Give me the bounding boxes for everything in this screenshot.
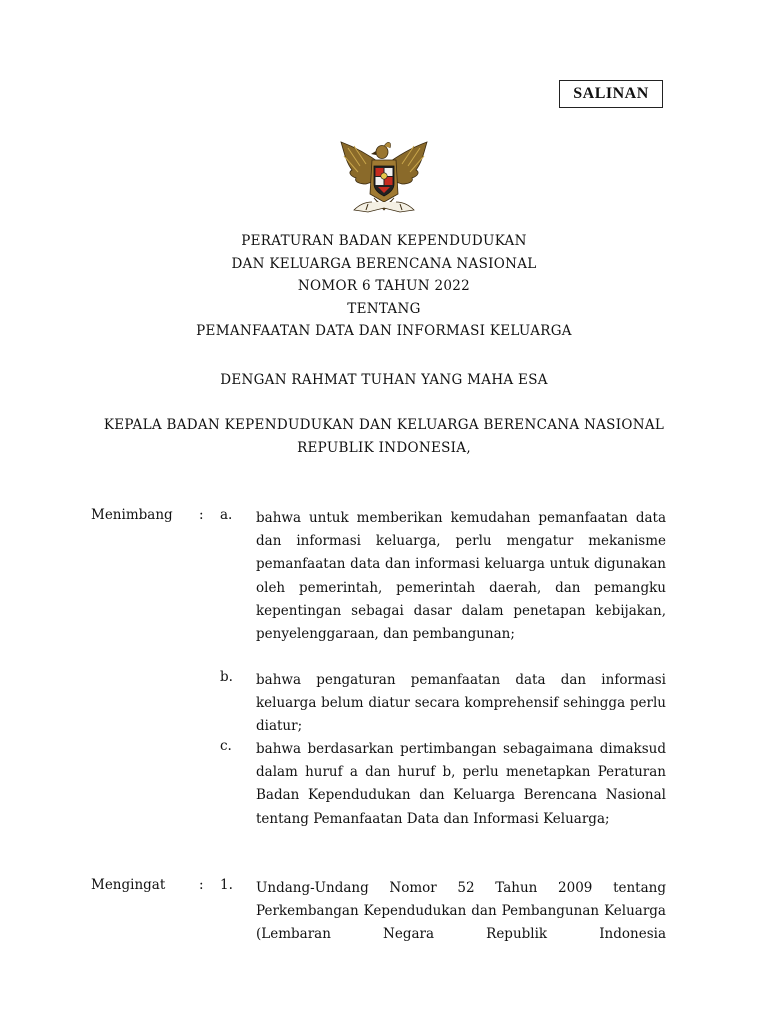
item-text-a: bahwa untuk memberikan kemudahan pemanfaatan data dan informasi keluarga, perlu mengatur mekanisme pemanfaatan data dan informasi keluarga untuk digunakan oleh pemerintah, pemerintah daerah, dan pemangku kepentingan sebagai dasar dalam penetapan kebijakan, penyelenggaraan, dan pembangunan; (256, 510, 666, 643)
menimbang-colon: : (199, 507, 204, 523)
salinan-stamp: SALINAN (559, 80, 663, 108)
mengingat-label: Mengingat (91, 877, 166, 893)
title-line-5: PEMANFAATAN DATA DAN INFORMASI KELUARGA (196, 323, 572, 340)
title-line-3: NOMOR 6 TAHUN 2022 (297, 278, 471, 295)
item-text-b: bahwa pengaturan pemanfaatan data dan informasi keluarga belum diatur secara komprehensif sehingga perlu diatur; (256, 672, 666, 735)
title-line-1: PERATURAN BADAN KEPENDUDUKAN (241, 233, 527, 249)
invocation-line: DENGAN RAHMAT TUHAN YANG MAHA ESA (220, 372, 548, 388)
item-text-c: bahwa berdasarkan pertimbangan sebagaimana dimaksud dalam huruf a dan huruf b, perlu menetapkan Peraturan Badan Kependudukan dan Keluarga Berencana Nasional tentang Pemanfaatan Data dan Informasi Keluarga; (256, 741, 666, 827)
title-line-2: DAN KELUARGA BERENCANA NASIONAL (231, 255, 537, 272)
title-line-4: TENTANG (347, 300, 421, 317)
item-mark-c: c. (220, 738, 232, 754)
official-line-2: REPUBLIK INDONESIA, (297, 439, 471, 456)
official-line-1: KEPALA BADAN KEPENDUDUKAN DAN KELUARGA BERENCANA NASIONAL (103, 417, 665, 433)
mengingat-colon: : (199, 877, 204, 893)
item-mark-1: 1. (220, 877, 233, 893)
item-mark-b: b. (220, 669, 233, 685)
item-mark-a: a. (220, 507, 233, 523)
regulation-title (0, 230, 768, 343)
official-title (0, 414, 768, 459)
garuda-pancasila-emblem-icon (338, 136, 430, 218)
menimbang-label: Menimbang (91, 507, 173, 523)
item-text-1: Undang-Undang Nomor 52 Tahun 2009 tentang Perkembangan Kependudukan dan Pembangunan Keluarga (Lembaran Negara Republik Indonesia (256, 880, 666, 943)
